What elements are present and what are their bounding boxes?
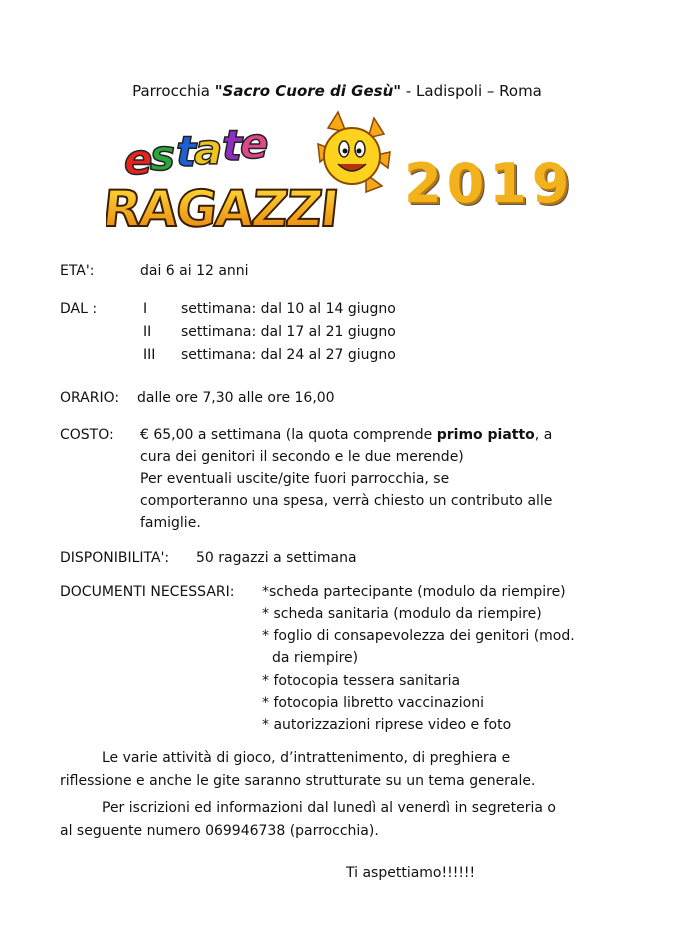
document-item: * fotocopia libretto vaccinazioni bbox=[262, 695, 484, 711]
costo-text: € 65,00 a settimana (la quota comprende bbox=[140, 427, 437, 443]
svg-text:t: t bbox=[176, 127, 197, 176]
disponibilita-label: DISPONIBILITA': bbox=[60, 550, 170, 566]
svg-text:e: e bbox=[240, 119, 269, 168]
week-number: II bbox=[143, 324, 152, 340]
svg-text:e: e bbox=[124, 135, 153, 184]
costo-line bbox=[140, 427, 552, 443]
costo-line: famiglie. bbox=[140, 515, 201, 531]
week-number: I bbox=[143, 301, 148, 317]
week-dates: settimana: dal 24 al 27 giugno bbox=[181, 347, 396, 363]
closing-text: Ti aspettiamo!!!!!! bbox=[346, 865, 476, 881]
week-number: III bbox=[143, 347, 156, 363]
document-item-continued: da riempire) bbox=[272, 650, 359, 666]
week-dates: settimana: dal 10 al 14 giugno bbox=[181, 301, 396, 317]
enrollment-paragraph-line: al seguente numero 069946738 (parrocchia). bbox=[60, 823, 379, 839]
costo-line: cura dei genitori il secondo e le due merende) bbox=[140, 449, 464, 465]
costo-highlight: primo piatto bbox=[436, 427, 535, 443]
event-year: 2019 bbox=[404, 152, 575, 215]
svg-text:a: a bbox=[194, 125, 223, 174]
orario-value: dalle ore 7,30 alle ore 16,00 bbox=[137, 390, 335, 406]
document-item: * autorizzazioni riprese video e foto bbox=[262, 717, 512, 733]
parish-header bbox=[0, 82, 674, 100]
svg-text:t: t bbox=[222, 121, 243, 170]
document-item: * fotocopia tessera sanitaria bbox=[262, 673, 461, 689]
document-item: * foglio di consapevolezza dei genitori (mod. bbox=[262, 628, 575, 644]
estate-ragazzi-logo bbox=[106, 104, 406, 238]
parish-name: "Sacro Cuore di Gesù" bbox=[214, 82, 402, 100]
logo-word-estate bbox=[124, 119, 269, 184]
documenti-label: DOCUMENTI NECESSARI: bbox=[60, 584, 235, 600]
header-location: - Ladispoli – Roma bbox=[401, 82, 542, 100]
document-item: *scheda partecipante (modulo da riempire) bbox=[262, 584, 566, 600]
document-item: * scheda sanitaria (modulo da riempire) bbox=[262, 606, 542, 622]
activities-paragraph-line: riflessione e anche le gite saranno strutturate su un tema generale. bbox=[60, 773, 536, 789]
eta-value: dai 6 ai 12 anni bbox=[140, 263, 249, 279]
activities-paragraph-line: Le varie attività di gioco, d’intrattenimento, di preghiera e bbox=[102, 750, 511, 766]
logo-graphic bbox=[106, 104, 406, 238]
costo-line: comporteranno una spesa, verrà chiesto un contributo alle bbox=[140, 493, 553, 509]
eta-label: ETA': bbox=[60, 263, 95, 279]
header-prefix: Parrocchia bbox=[132, 82, 215, 100]
logo-word-ragazzi: RAGAZZI bbox=[106, 179, 341, 238]
disponibilita-value: 50 ragazzi a settimana bbox=[196, 550, 357, 566]
orario-label: ORARIO: bbox=[60, 390, 120, 406]
costo-line: Per eventuali uscite/gite fuori parrocchia, se bbox=[140, 471, 450, 487]
enrollment-paragraph-line: Per iscrizioni ed informazioni dal lunedì al venerdì in segreteria o bbox=[102, 800, 556, 816]
costo-label: COSTO: bbox=[60, 427, 114, 443]
costo-text-end: , a bbox=[534, 427, 553, 443]
week-dates: settimana: dal 17 al 21 giugno bbox=[181, 324, 396, 340]
dal-label: DAL : bbox=[60, 301, 98, 317]
svg-text:s: s bbox=[150, 131, 175, 180]
